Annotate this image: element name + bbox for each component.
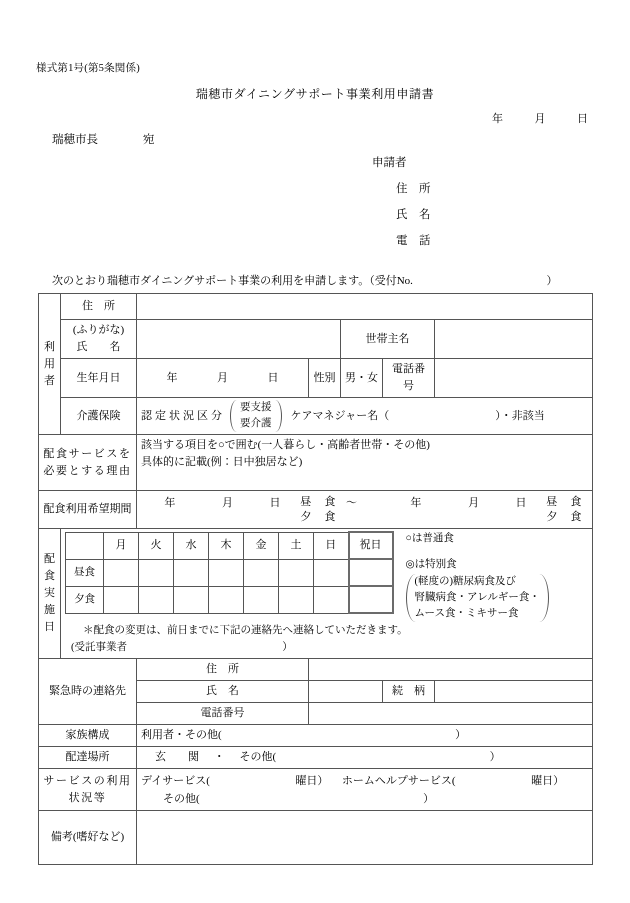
day-header-mon: 月 — [104, 532, 139, 559]
emergency-address-input[interactable] — [309, 659, 593, 681]
table-row-period — [39, 491, 593, 529]
intro-text: 次のとおり瑞穂市ダイニングサポート事業の利用を申請します。（受付No. — [52, 275, 413, 287]
cell-lunch-wed[interactable] — [174, 559, 209, 586]
insurance-label: 介護保険 — [61, 398, 137, 435]
cell-dinner-thu[interactable] — [209, 586, 244, 613]
remarks-input[interactable] — [137, 811, 593, 865]
delivery-option-entrance[interactable]: 玄 関 — [155, 751, 199, 763]
family-input[interactable] — [137, 725, 593, 747]
application-table — [38, 293, 593, 865]
applicant-name-label: 氏 名 — [396, 209, 431, 221]
cell-dinner-wed[interactable] — [174, 586, 209, 613]
period-separator: ～ — [345, 496, 357, 509]
cell-dinner-sun[interactable] — [314, 586, 349, 613]
user-address-label: 住 所 — [61, 294, 137, 320]
form-number: 様式第1号(第5条関係) — [36, 63, 140, 74]
cell-lunch-holiday[interactable] — [349, 559, 393, 586]
table-row-reason — [39, 435, 593, 491]
reason-input[interactable] — [137, 435, 593, 491]
delivery-option-other[interactable]: その他( — [239, 751, 277, 763]
day-header-sun: 日 — [314, 532, 349, 559]
service-line-1 — [141, 772, 588, 790]
cell-dinner-mon[interactable] — [104, 586, 139, 613]
delivery-separator: ・ — [213, 751, 225, 763]
row-label-dinner: 夕食 — [66, 586, 104, 613]
day-service-unit: 曜日） — [295, 774, 329, 787]
table-row-user-birth — [39, 359, 593, 398]
birth-year-label: 年 — [166, 371, 178, 384]
week-corner-cell — [66, 532, 104, 559]
service-line-2 — [141, 790, 588, 808]
period-end-month: 月 — [468, 496, 480, 509]
addressee-suffix: 宛 — [142, 134, 155, 146]
emergency-address-label: 住 所 — [137, 659, 309, 681]
user-name-input[interactable] — [137, 320, 341, 359]
intro-close-paren: ） — [546, 275, 558, 287]
cell-lunch-sun[interactable] — [314, 559, 349, 586]
period-end-meal-word: 食 食 — [570, 495, 582, 523]
period-start-meal-word: 食 食 — [324, 495, 336, 523]
legend-special-meal: ◎は特別食 — [405, 559, 457, 570]
emergency-name-label: 氏 名 — [137, 681, 309, 703]
applicant-label: 申請者 — [372, 157, 407, 169]
submission-date-line — [492, 110, 588, 126]
service-label: サービスの利用 状況等 — [39, 769, 137, 811]
day-header-wed: 水 — [174, 532, 209, 559]
intro-statement — [52, 272, 557, 288]
period-end-meal-time[interactable]: 昼 夕 — [546, 495, 558, 523]
emergency-relation-input[interactable] — [435, 681, 593, 703]
special-diet-list: (軽度の)糖尿病食及び 腎臓病食・アレルギー食・ ムース食・ミキサー食 — [406, 574, 549, 622]
period-input[interactable] — [137, 491, 593, 529]
certification-label: 認定状況区分 — [141, 409, 225, 422]
emergency-phone-input[interactable] — [309, 703, 593, 725]
applicant-block — [372, 150, 431, 254]
schedule-cell — [61, 529, 593, 659]
family-options: 利用者・その他( — [141, 729, 222, 741]
schedule-vertical-label: 配 食 実 施 日 — [39, 529, 61, 659]
table-row-insurance — [39, 398, 593, 435]
service-other-label: その他( — [163, 792, 200, 805]
cell-lunch-thu[interactable] — [209, 559, 244, 586]
week-row-dinner — [66, 586, 393, 613]
date-year-label: 年 — [492, 113, 503, 125]
contractor-line — [65, 639, 588, 656]
delivery-label: 配達場所 — [39, 747, 137, 769]
insurance-detail-cell — [137, 398, 593, 435]
service-input[interactable] — [137, 769, 593, 811]
user-address-input[interactable] — [137, 294, 593, 320]
period-end-year: 年 — [410, 496, 422, 509]
household-head-label: 世帯主名 — [341, 320, 435, 359]
period-start-meal-time[interactable]: 昼 夕 — [300, 495, 312, 523]
cell-lunch-tue[interactable] — [139, 559, 174, 586]
table-row-emergency-address — [39, 659, 593, 681]
table-row-delivery — [39, 747, 593, 769]
gender-options[interactable]: 男・女 — [341, 359, 383, 398]
reason-hint-line2: 具体的に記載(例：日中独居など) — [141, 456, 303, 468]
birthdate-label: 生年月日 — [61, 359, 137, 398]
table-row-user-name — [39, 320, 593, 359]
cell-lunch-sat[interactable] — [279, 559, 314, 586]
home-help-label: ホームヘルプサービス( — [341, 774, 456, 787]
care-manager-label: ケアマネジャー名（ — [290, 409, 390, 422]
meal-type-legend — [394, 531, 549, 622]
cell-dinner-tue[interactable] — [139, 586, 174, 613]
household-head-input[interactable] — [435, 320, 593, 359]
week-row-lunch — [66, 559, 393, 586]
applicant-address-label: 住 所 — [396, 183, 431, 195]
cell-dinner-sat[interactable] — [279, 586, 314, 613]
emergency-phone-label: 電話番号 — [137, 703, 309, 725]
table-row-remarks — [39, 811, 593, 865]
legend-normal-meal: ○は普通食 — [405, 533, 454, 544]
delivery-close: ） — [489, 751, 501, 763]
page-title: 瑞穂市ダイニングサポート事業利用申請書 — [195, 87, 435, 101]
reason-label: 配食サービスを 必要とする理由 — [39, 435, 137, 491]
weekly-schedule-grid — [65, 531, 394, 614]
care-manager-close: ）・非該当 — [495, 409, 545, 422]
period-start-day: 日 — [269, 496, 281, 509]
service-other-close: ） — [423, 792, 435, 805]
delivery-input[interactable] — [137, 747, 593, 769]
day-header-fri: 金 — [244, 532, 279, 559]
schedule-note — [65, 622, 588, 639]
day-service-label: デイサービス( — [141, 774, 210, 787]
day-header-thu: 木 — [209, 532, 244, 559]
birth-month-label: 月 — [217, 371, 228, 384]
applicant-phone-label: 電 話 — [396, 235, 431, 247]
contractor-close: ） — [282, 642, 293, 653]
schedule-note-text: ＊配食の変更は、前日までに下記の連絡先へ連絡していただきます。 — [83, 625, 408, 636]
table-row-user-address — [39, 294, 593, 320]
cell-lunch-fri[interactable] — [244, 559, 279, 586]
user-vertical-label: 利 用 者 — [39, 294, 61, 435]
user-phone-input[interactable] — [435, 359, 593, 398]
cell-lunch-mon[interactable] — [104, 559, 139, 586]
birthdate-input[interactable] — [137, 359, 309, 398]
date-month-label: 月 — [534, 113, 546, 125]
period-start-month: 月 — [222, 496, 234, 509]
emergency-name-input[interactable] — [309, 681, 383, 703]
addressee-name: 瑞穂市長 — [52, 134, 98, 146]
day-header-holiday: 祝日 — [349, 532, 393, 559]
week-header-row — [66, 532, 393, 559]
user-phone-label: 電話番号 — [383, 359, 435, 398]
date-day-label: 日 — [577, 113, 588, 125]
day-header-sat: 土 — [279, 532, 314, 559]
cell-dinner-holiday[interactable] — [349, 586, 393, 613]
table-row-schedule — [39, 529, 593, 659]
user-name-label: (ふりがな) 氏 名 — [61, 320, 137, 359]
row-label-lunch: 昼食 — [66, 559, 104, 586]
cell-dinner-fri[interactable] — [244, 586, 279, 613]
home-help-unit: 曜日） — [531, 774, 565, 787]
period-label: 配食利用希望期間 — [39, 491, 137, 529]
family-label: 家族構成 — [39, 725, 137, 747]
gender-label: 性別 — [309, 359, 341, 398]
period-start-year: 年 — [164, 496, 176, 509]
emergency-label: 緊急時の連絡先 — [39, 659, 137, 725]
period-end-day: 日 — [515, 496, 527, 509]
birth-day-label: 日 — [267, 371, 279, 384]
addressee — [52, 131, 154, 147]
reason-hint-line1: 該当する項目を○で囲む(一人暮らし・高齢者世帯・その他) — [141, 439, 430, 451]
remarks-label: 備考(嗜好など) — [39, 811, 137, 865]
contractor-label: (受託事業者 — [71, 642, 127, 653]
day-header-tue: 火 — [139, 532, 174, 559]
table-row-service — [39, 769, 593, 811]
care-level-options[interactable]: 要支援 要介護 — [230, 400, 282, 432]
emergency-relation-label: 続 柄 — [383, 681, 435, 703]
family-close: ） — [455, 729, 467, 741]
table-row-family — [39, 725, 593, 747]
